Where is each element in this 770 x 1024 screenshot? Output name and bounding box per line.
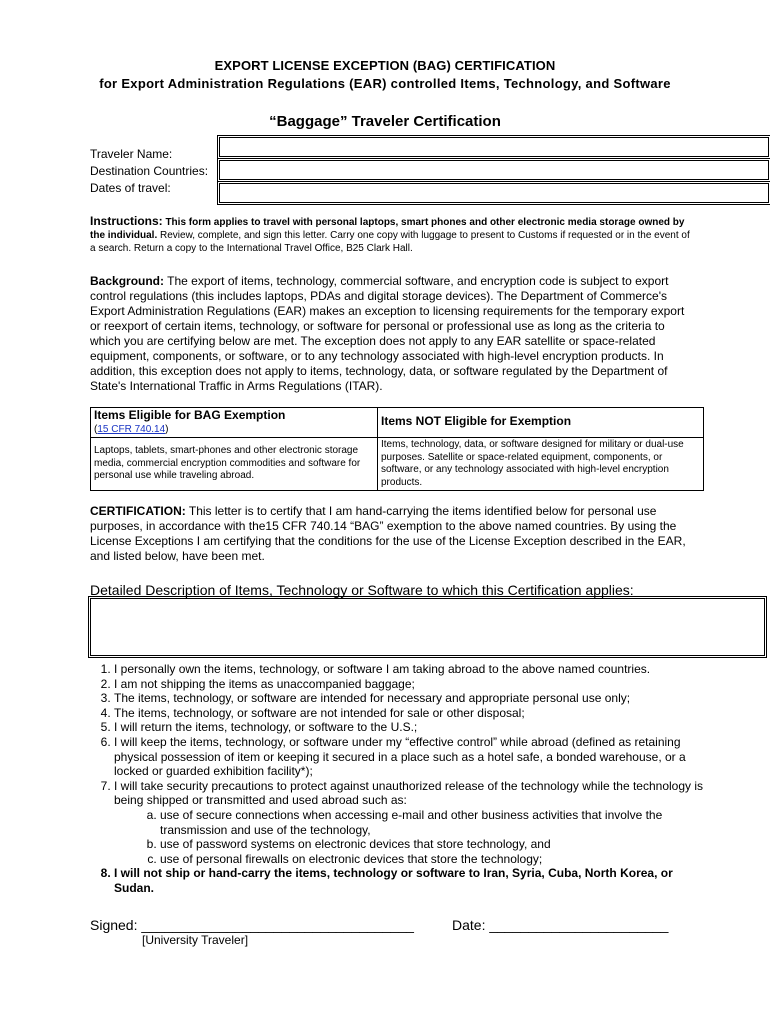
- eligible-header-cell: [91, 408, 378, 438]
- not-eligible-header-cell: [378, 408, 704, 438]
- condition-3: 3. The items, technology, or software are intended for necessary and appropriate personal use only;: [114, 691, 714, 706]
- condition-8: 8. I will not ship or hand-carry the items, technology or software to Iran, Syria, Cuba, North Korea, or Sudan.: [114, 866, 714, 895]
- condition-7b: b. use of password systems on electronic devices that store technology, and: [160, 837, 714, 852]
- condition-2: 2. I am not shipping the items as unaccompanied baggage;: [114, 677, 714, 692]
- form-title: EXPORT LICENSE EXCEPTION (BAG) CERTIFICATION: [214, 58, 556, 73]
- destination-countries-field[interactable]: [219, 160, 769, 180]
- condition-7-text: I will take security precautions to protect against unauthorized release of the technology while the technology is being shipped or transmitted and used abroad such as:: [114, 778, 704, 808]
- background-text: The export of items, technology, commercial software, and encryption code is subject to export control regulations (this includes laptops, PDAs and digital storage devices). The Department of Commerce's Export Administration Regulations (EAR) makes an exception to licensing requirements for the temporary export or reexport of certain items, technology, or software for personal or professional use as long as the criteria to which you are certifying below are met. The exception does not apply to any EAR satellite or space-related equipment, components, or software, or to any technology associated with high-level encryption products. In addition, this exception does not apply to items, technology, data, or software regulated by the Department of State's International Traffic in Arms Regulations (ITAR).: [90, 274, 685, 393]
- dates-of-travel-field[interactable]: [219, 183, 769, 203]
- traveler-caption: [University Traveler]: [142, 933, 249, 947]
- traveler-name-label: Traveler Name:: [90, 147, 173, 161]
- condition-7a: a. use of secure connections when accessing e-mail and other business activities that involve the transmission and use of the technology,: [160, 808, 714, 837]
- certification-label: CERTIFICATION:: [90, 504, 186, 518]
- traveler-name-field[interactable]: [219, 137, 769, 157]
- conditions-list: [90, 662, 714, 896]
- not-eligible-items-cell: Items, technology, data, or software designed for military or dual-use purposes. Satellite or space-related equipment, components, or software, or any technology associated with high-level encryption products.: [378, 438, 704, 491]
- certification-text: This letter is to certify that I am hand-carrying the items identified below for personal use purposes, in accordance with the15 CFR 740.14 “BAG” exemption to the above named countries. By using the License Exceptions I am certifying that the conditions for the use of the License Exception described in the EAR, and listed below, have been met.: [90, 504, 686, 563]
- condition-7-sublist: [114, 808, 714, 866]
- detail-description-field[interactable]: [90, 598, 765, 656]
- detail-heading: Detailed Description of Items, Technology or Software to which this Certification applies:: [90, 582, 634, 598]
- instructions-paragraph: [90, 215, 690, 255]
- instructions-bold-text: This form applies to travel with personal laptops, smart phones and other electronic media storage owned by the individual.: [90, 217, 685, 241]
- signature-line[interactable]: Signed: ___________________________________: [90, 917, 414, 933]
- form-title-subline: for Export Administration Regulations (EAR) controlled Items, Technology, and Software: [99, 76, 671, 91]
- instructions-label: Instructions:: [90, 214, 163, 228]
- cfr-paren-open: (: [94, 423, 98, 435]
- instructions-text: Review, complete, and sign this letter. Carry one copy with luggage to present to Customs if requested or in the event of a search. Return a copy to the International Travel Office, B25 Clark Hall.: [90, 230, 690, 254]
- cfr-link[interactable]: 15 CFR 740.14: [97, 423, 166, 435]
- condition-6: 6. I will keep the items, technology, or software under my “effective control” while abroad (defined as retaining physical possession of item or keeping it secured in a place such as a hotel safe, a bonded warehouse, or a locked or guarded exhibition facility*);: [114, 735, 714, 779]
- condition-1: 1. I personally own the items, technology, or software I am taking abroad to the above named countries.: [114, 662, 714, 677]
- condition-5: 5. I will return the items, technology, or software to the U.S.;: [114, 720, 714, 735]
- dates-of-travel-label: Dates of travel:: [90, 181, 171, 195]
- eligible-items-cell: Laptops, tablets, smart-phones and other electronic storage media, commercial encryption commodities and software for personal use while traveling abroad.: [91, 438, 378, 491]
- cfr-paren-close: ): [165, 423, 169, 435]
- condition-7: [114, 779, 714, 867]
- eligible-header: Items Eligible for BAG Exemption: [94, 408, 286, 422]
- certification-paragraph: [90, 504, 690, 564]
- exemption-table: [90, 407, 704, 491]
- background-paragraph: [90, 274, 690, 394]
- date-line[interactable]: Date: _______________________: [452, 917, 669, 933]
- destination-countries-label: Destination Countries:: [90, 164, 209, 178]
- not-eligible-header: Items NOT Eligible for Exemption: [381, 414, 572, 429]
- background-label: Background:: [90, 274, 165, 288]
- condition-4: 4. The items, technology, or software are not intended for sale or other disposal;: [114, 706, 714, 721]
- form-subtitle: “Baggage” Traveler Certification: [269, 113, 501, 130]
- condition-7c: c. use of personal firewalls on electronic devices that store the technology;: [160, 852, 714, 867]
